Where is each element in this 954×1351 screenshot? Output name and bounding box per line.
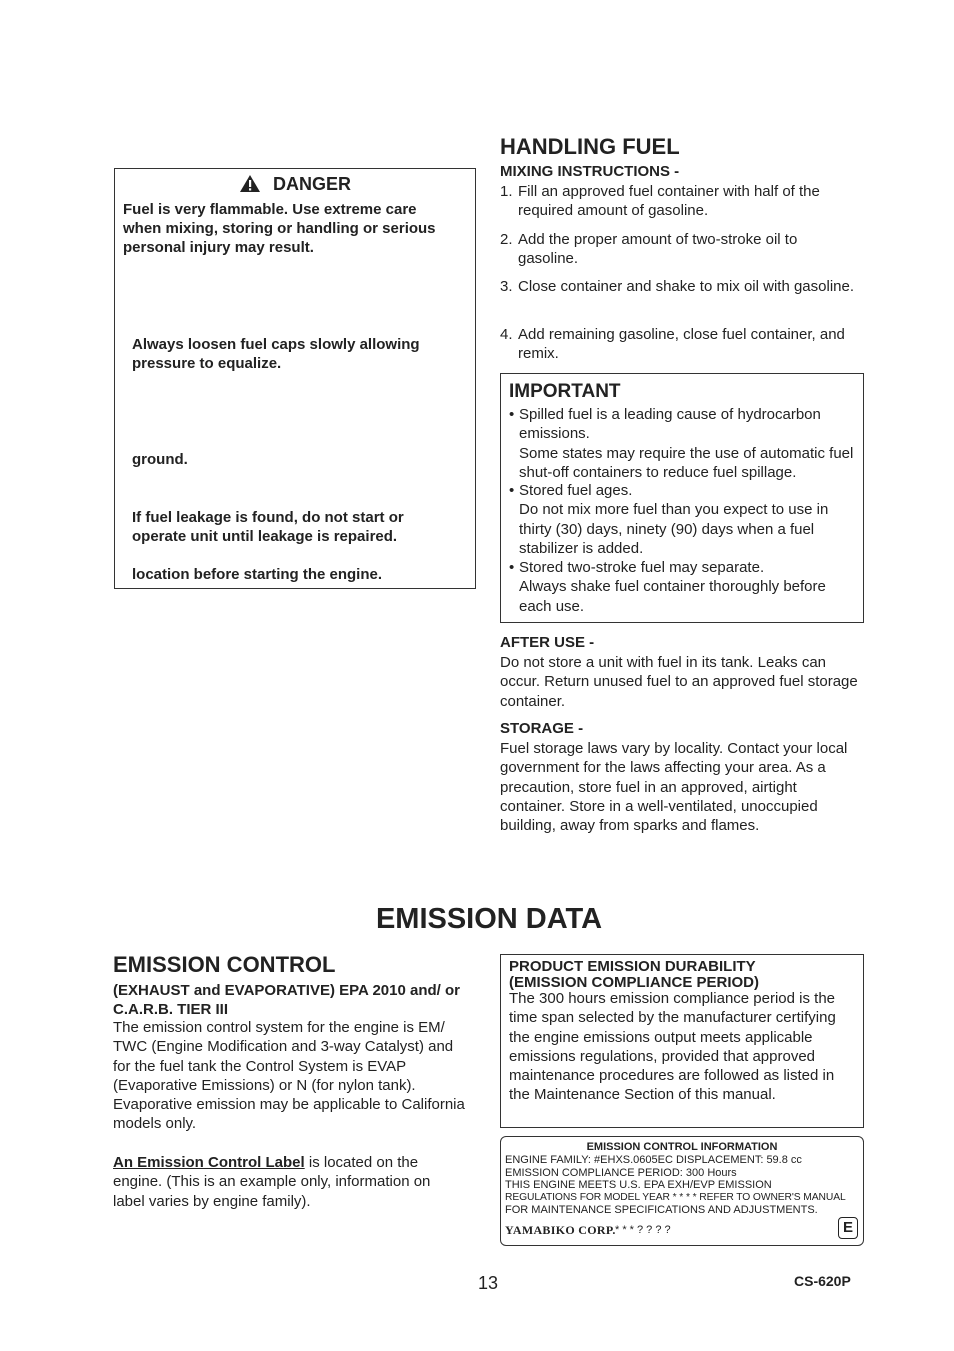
important-heading: IMPORTANT — [509, 381, 621, 402]
bullet-dot: • — [509, 482, 515, 499]
step-text: Add the proper amount of two-stroke oil to gasoline. — [518, 231, 798, 267]
e-mark-icon: E — [838, 1217, 858, 1239]
step-number: 4. — [500, 326, 513, 343]
step-text: Close container and shake to mix oil with gasoline. — [518, 278, 855, 295]
emission-info-heading: EMISSION CONTROL INFORMATION — [586, 1141, 778, 1153]
after-use-text: Do not store a unit with fuel in its tank. Leaks can occur. Return unused fuel to an approved fuel storage container. — [500, 654, 858, 710]
danger-box — [114, 168, 476, 589]
storage-text: Fuel storage laws vary by locality. Contact your local government for the laws affecting your area. As a precaution, store fuel in an approved, airtight container. Store in a well-ventilated, unoccupied building, away from sparks and flames. — [500, 740, 848, 835]
important-bullet — [509, 405, 855, 482]
maker-code: * * * ? ? ? ? — [615, 1224, 671, 1236]
step-number: 1. — [500, 183, 513, 200]
bullet-detail: Always shake fuel container thoroughly before each use. — [519, 578, 826, 615]
mixing-step — [500, 325, 860, 363]
bullet-detail: Some states may require the use of automatic fuel shut-off containers to reduce fuel spillage. — [519, 444, 854, 481]
bullet-dot: • — [509, 406, 515, 423]
bullet-text: Stored two-stroke fuel may separate. — [519, 559, 765, 576]
danger-intro: Fuel is very flammable. Use extreme care when mixing, storing or handling or serious personal injury may result. — [123, 201, 436, 256]
model-number: CS-620P — [794, 1273, 851, 1289]
danger-ground: ground. — [132, 451, 188, 468]
durability-box — [500, 954, 864, 1128]
mixing-instructions-heading: MIXING INSTRUCTIONS - — [500, 163, 680, 180]
step-number: 3. — [500, 278, 513, 295]
mixing-step — [500, 182, 860, 220]
maker-name: YAMABIKO CORP. — [505, 1223, 616, 1237]
mixing-step — [500, 277, 860, 296]
bullet-text: Stored fuel ages. — [519, 482, 633, 499]
emission-label-paragraph — [113, 1153, 465, 1211]
danger-heading — [115, 174, 475, 195]
step-number: 2. — [500, 231, 513, 248]
storage-heading: STORAGE - — [500, 720, 584, 737]
warning-triangle-icon — [239, 174, 261, 193]
important-bullet — [509, 558, 855, 616]
danger-location: location before starting the engine. — [132, 566, 383, 583]
danger-leakage: If fuel leakage is found, do not start or operate unit until leakage is repaired. — [132, 509, 404, 545]
emission-info-label — [500, 1136, 864, 1246]
emission-info-line: FOR MAINTENANCE SPECIFICATIONS AND ADJUSTMENTS. — [505, 1204, 818, 1217]
emission-control-label-link[interactable]: An Emission Control Label — [113, 1154, 305, 1171]
important-bullet — [509, 481, 855, 558]
danger-heading-label: DANGER — [272, 174, 351, 194]
emission-info-line: EMISSION COMPLIANCE PERIOD: 300 Hours — [505, 1166, 737, 1179]
important-box — [500, 373, 864, 623]
emission-control-subheading: (EXHAUST and EVAPORATIVE) EPA 2010 and/ or C.A.R.B. TIER III — [113, 982, 461, 1018]
emission-data-title: EMISSION DATA — [375, 903, 603, 935]
handling-fuel-title: HANDLING FUEL — [500, 134, 680, 159]
emission-info-line: THIS ENGINE MEETS U.S. EPA EXH/EVP EMISSION — [505, 1179, 772, 1192]
after-use-heading: AFTER USE - — [500, 634, 595, 651]
emission-info-line: ENGINE FAMILY: #EHXS.0605EC DISPLACEMENT: 59.8 cc — [505, 1154, 802, 1166]
step-text: Add remaining gasoline, close fuel container, and remix. — [518, 326, 845, 362]
bullet-text: Spilled fuel is a leading cause of hydrocarbon emissions. — [519, 406, 821, 443]
page-number: 13 — [478, 1273, 499, 1293]
emission-label-text: is located on the engine. (This is an example only, information on label varies by engine family). — [113, 1154, 431, 1210]
bullet-detail: Do not mix more fuel than you expect to use in thirty (30) days, ninety (90) days when a fuel stabilizer is added. — [519, 501, 829, 557]
emission-control-text: The emission control system for the engine is EM/ TWC (Engine Modification and 3-way Catalyst) and for the fuel tank the Control System is EVAP (Evaporative Emissions) or N (for nylon tank). Evaporative emission may be applicable to California models only. — [113, 1019, 465, 1133]
emission-info-lines — [505, 1154, 861, 1217]
mixing-step — [500, 230, 860, 268]
emission-control-heading: EMISSION CONTROL — [113, 952, 336, 977]
danger-fuel-caps: Always loosen fuel caps slowly allowing pressure to equalize. — [132, 336, 420, 372]
step-text: Fill an approved fuel container with half of the required amount of gasoline. — [518, 183, 820, 219]
emission-info-line: REGULATIONS FOR MODEL YEAR * * * * REFER TO OWNER'S MANUAL — [505, 1191, 846, 1203]
bullet-dot: • — [509, 559, 515, 576]
durability-heading: PRODUCT EMISSION DURABILITY (EMISSION COMPLIANCE PERIOD) — [509, 958, 760, 991]
durability-text: The 300 hours emission compliance period is the time span selected by the manufacturer certifying the engine emissions output meets applicable emissions regulations, provided that approved maintenance procedures are followed as listed in the Maintenance Section of this manual. — [509, 990, 836, 1104]
